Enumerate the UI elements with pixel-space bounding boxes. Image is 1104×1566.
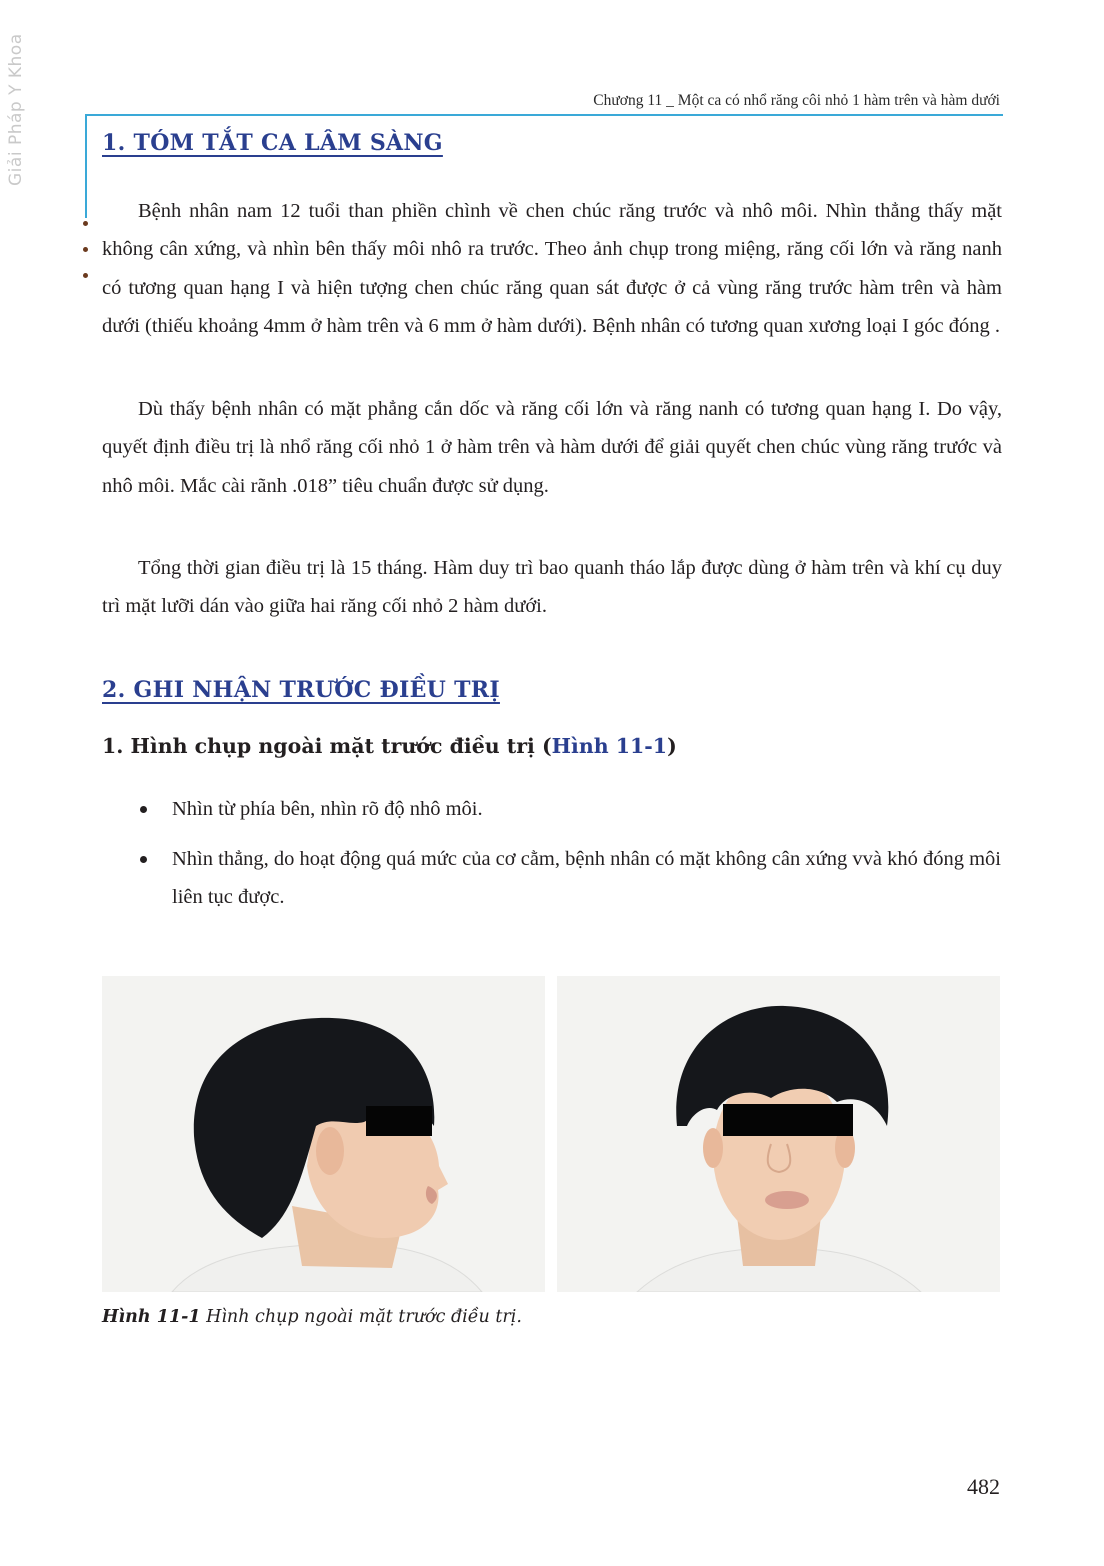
bullet-icon bbox=[140, 806, 147, 813]
subheading bbox=[102, 734, 677, 758]
subheading-close: ) bbox=[667, 734, 677, 758]
bullet-text: Nhìn thẳng, do hoạt động quá mức của cơ cằm, bệnh nhân có mặt không cân xứng vvà khó đóng môi liên tục được. bbox=[172, 848, 1001, 908]
paragraph: Tổng thời gian điều trị là 15 tháng. Hàm duy trì bao quanh tháo lắp được dùng ở hàm trên và khí cụ duy trì mặt lưỡi dán vào giữa hai răng cối nhỏ 2 hàm dưới. bbox=[102, 557, 1002, 618]
list-item bbox=[138, 840, 1002, 916]
profile-photo bbox=[102, 976, 545, 1292]
paragraph: Dù thấy bệnh nhân có mặt phẳng cắn dốc và răng cối lớn và răng nanh có tương quan hạng I. Do vậy, quyết định điều trị là nhổ răng cối nhỏ 1 ở hàm trên và hàm dưới để giải quyết chen chúc vùng răng trước và nhô môi. Mắc cài rãnh .018” tiêu chuẩn được sử dụng. bbox=[102, 398, 1002, 497]
bullet-list bbox=[138, 790, 1002, 928]
decorative-dot bbox=[83, 247, 88, 252]
section-2-title: 2. GHI NHẬN TRƯỚC ĐIỀU TRỊ bbox=[102, 677, 500, 703]
bullet-text: Nhìn từ phía bên, nhìn rõ độ nhô môi. bbox=[172, 798, 483, 820]
margin-rule bbox=[85, 114, 87, 218]
section-1-title: 1. TÓM TẮT CA LÂM SÀNG bbox=[102, 130, 443, 156]
subheading-text: 1. Hình chụp ngoài mặt trước điều trị ( bbox=[102, 734, 552, 758]
bullet-icon bbox=[140, 856, 147, 863]
watermark bbox=[2, 18, 28, 188]
figure-label: Hình 11-1 bbox=[102, 1307, 201, 1327]
figure-caption bbox=[102, 1307, 522, 1327]
figure-reference: Hình 11-1 bbox=[551, 734, 668, 758]
header-rule bbox=[85, 114, 1003, 116]
decorative-dot bbox=[83, 221, 88, 226]
page-number: 482 bbox=[967, 1474, 1000, 1499]
paragraph: Bệnh nhân nam 12 tuổi than phiền chình về chen chúc răng trước và nhô môi. Nhìn thẳng thấy mặt không cân xứng, và nhìn bên thấy môi nhô ra trước. Theo ảnh chụp trong miệng, răng cối lớn và răng nanh có tương quan hạng I và hiện tượng chen chúc răng quan sát được ở cả vùng răng trước hàm trên và hàm dưới (thiếu khoảng 4mm ở hàm trên và 6 mm ở hàm dưới). Bệnh nhân có tương quan xương loại I góc đóng . bbox=[102, 200, 1002, 338]
list-item bbox=[138, 790, 1002, 828]
frontal-photo bbox=[557, 976, 1000, 1292]
watermark-text: Giải Pháp Y Khoa bbox=[6, 33, 26, 186]
figure-caption-text: Hình chụp ngoài mặt trước điều trị. bbox=[200, 1307, 522, 1327]
decorative-dot bbox=[83, 273, 88, 278]
running-header: Chương 11 _ Một ca có nhổ răng côi nhỏ 1 hàm trên và hàm dưới bbox=[593, 92, 1000, 109]
